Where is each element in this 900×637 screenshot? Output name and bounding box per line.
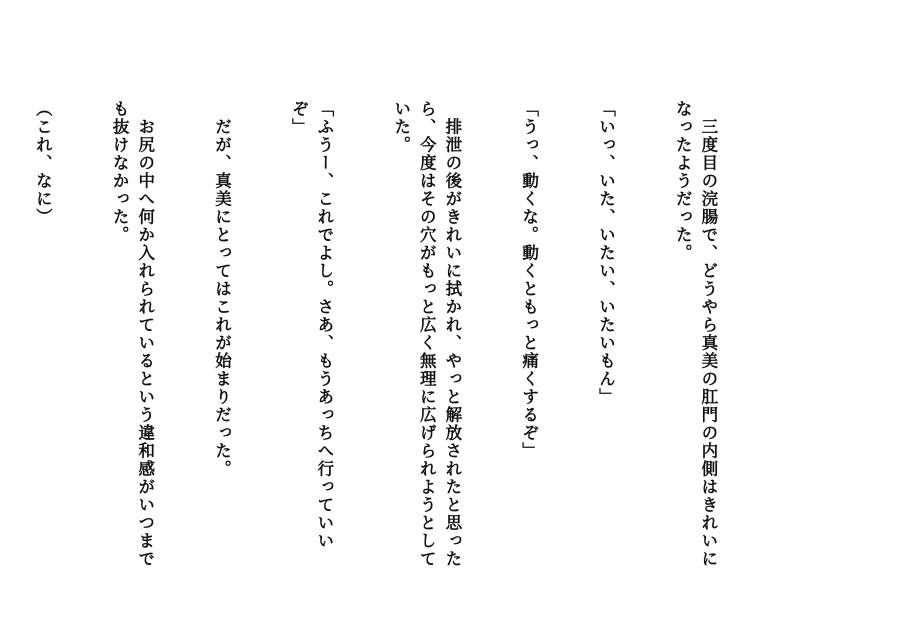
paragraph: 「うっ、動くな。動くともっと痛くするぞ」 — [519, 100, 539, 460]
paragraph: 排泄の後がきれいに拭かれ、やっと解放されたと思ったら、今度はその穴がもっと広く無理に広げられようとしていた。 — [391, 100, 462, 568]
vertical-text-body — [0, 100, 772, 570]
paragraph: 「ふうー、これでよし。さあ、もうあっちへ行っていいぞ」 — [289, 100, 334, 550]
paragraph: 「いっ、いた、いたい、いたいもん」 — [596, 100, 616, 406]
paragraph: お尻の中へ何か入れられているという違和感がいつまでも抜けなかった。 — [110, 100, 155, 568]
paragraph: 三度目の浣腸で、どうやら真美の肛門の内側はきれいになったようだった。 — [673, 100, 718, 568]
paragraph: だが、真美にとってはこれが始まりだった。 — [212, 100, 232, 478]
paragraph: （これ、なに） — [33, 100, 53, 226]
